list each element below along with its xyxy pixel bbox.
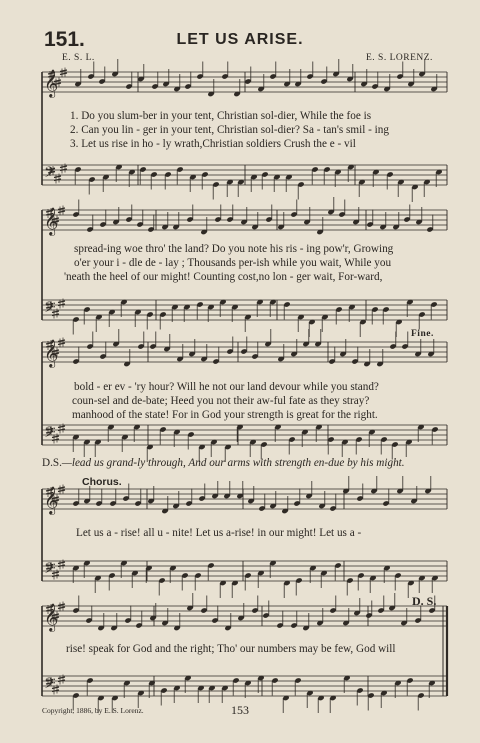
svg-text:𝄞: 𝄞 xyxy=(44,603,59,631)
copyright-notice: Copyright, 1886, by E. S. Lorenz. xyxy=(42,706,144,715)
chorus-label: Chorus. xyxy=(82,476,122,488)
svg-text:𝄢: 𝄢 xyxy=(44,164,56,185)
svg-text:𝄢: 𝄢 xyxy=(44,675,56,696)
svg-text:𝄞: 𝄞 xyxy=(44,486,59,514)
page-number: 153 xyxy=(231,703,249,717)
ds-instruction xyxy=(42,457,405,469)
lyric-line: bold - er ev - 'ry hour? Will he not our land devour while you stand? xyxy=(74,381,379,393)
hymn-title: LET US ARISE. xyxy=(176,31,304,48)
svg-text:𝄞: 𝄞 xyxy=(44,339,59,367)
svg-text:𝄞: 𝄞 xyxy=(44,69,59,97)
lyric-line: 1. Do you slum-ber in your tent, Christian sol-dier, While the foe is xyxy=(70,110,372,122)
svg-text:𝄞: 𝄞 xyxy=(44,207,59,235)
music-credit: E. S. LORENZ. xyxy=(366,53,433,63)
lyric-line: coun-sel and de-bate; Heed you not their aw-ful fate as they stray? xyxy=(72,395,370,407)
fine-label: Fine. xyxy=(411,329,434,339)
lyric-line: o'er your i - dle de - lay ; Thousands per-ish while you wait, While you xyxy=(74,257,392,269)
lyric-line: manhood of the state! For in God your strength is great for the right. xyxy=(72,409,378,421)
words-credit: E. S. L. xyxy=(62,53,95,63)
chorus-lyric-line: Let us a - rise! all u - nite! Let us a-rise! in our might! Let us a - xyxy=(76,527,362,539)
lyric-line: 'neath the heel of our might! Counting cost,no lon - ger wait, For-ward, xyxy=(64,271,383,283)
ds-instruction-label: D.S. xyxy=(42,457,62,469)
ds-mark: D. S. xyxy=(412,594,437,608)
svg-text:𝄢: 𝄢 xyxy=(44,560,56,581)
lyric-line: spread-ing woe thro' the land? Do you note his ris - ing pow'r, Growing xyxy=(74,243,394,255)
lyric-line: 3. Let us rise in ho - ly wrath,Christian soldiers Crush the e - vil xyxy=(70,138,356,150)
chorus-lyric-line: rise! speak for God and the right; Tho' our numbers may be few, God will xyxy=(66,643,396,655)
svg-text:𝄢: 𝄢 xyxy=(44,424,56,445)
svg-text:𝄢: 𝄢 xyxy=(44,299,56,320)
ds-instruction-text: —lead us grand-ly through, And our arms with strength en-due by his might. xyxy=(61,457,405,469)
hymn-number: 151. xyxy=(44,28,85,51)
lyric-line: 2. Can you lin - ger in your tent, Christian sol-dier? Sa - tan's smil - ing xyxy=(70,124,389,136)
